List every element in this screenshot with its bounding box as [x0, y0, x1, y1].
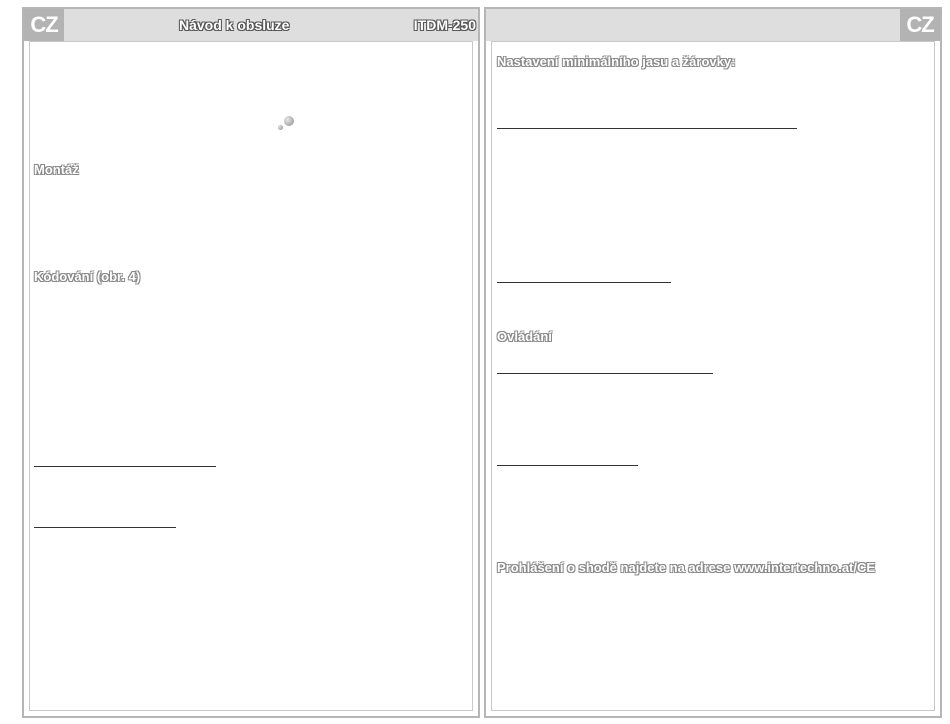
declaration-of-conformity: Prohlášení o shodě najdete na adrese www.intertechno.at/CE [497, 560, 876, 575]
underline-divider [497, 373, 713, 374]
underline-divider [497, 128, 797, 129]
model-number: ITDM-250 [413, 17, 476, 33]
underline-divider [34, 466, 216, 467]
section-heading-montaz: Montáž [34, 162, 79, 177]
right-page [484, 7, 942, 718]
language-badge: CZ [900, 9, 940, 41]
right-page-header [486, 9, 940, 41]
left-page-header [24, 9, 478, 41]
decorative-bead-small [278, 125, 283, 130]
section-heading-ovladani: Ovládání [497, 329, 552, 344]
underline-divider [34, 527, 176, 528]
left-page [22, 7, 480, 718]
manual-title: Návod k obsluze [179, 17, 290, 33]
section-heading-kodovani: Kódování (obr. 4) [34, 269, 141, 284]
section-heading-nastaveni: Nastavení minimálního jasu a žárovky: [497, 54, 736, 69]
underline-divider [497, 282, 671, 283]
language-badge: CZ [24, 9, 64, 41]
underline-divider [497, 465, 638, 466]
decorative-beads-icon [284, 116, 294, 126]
